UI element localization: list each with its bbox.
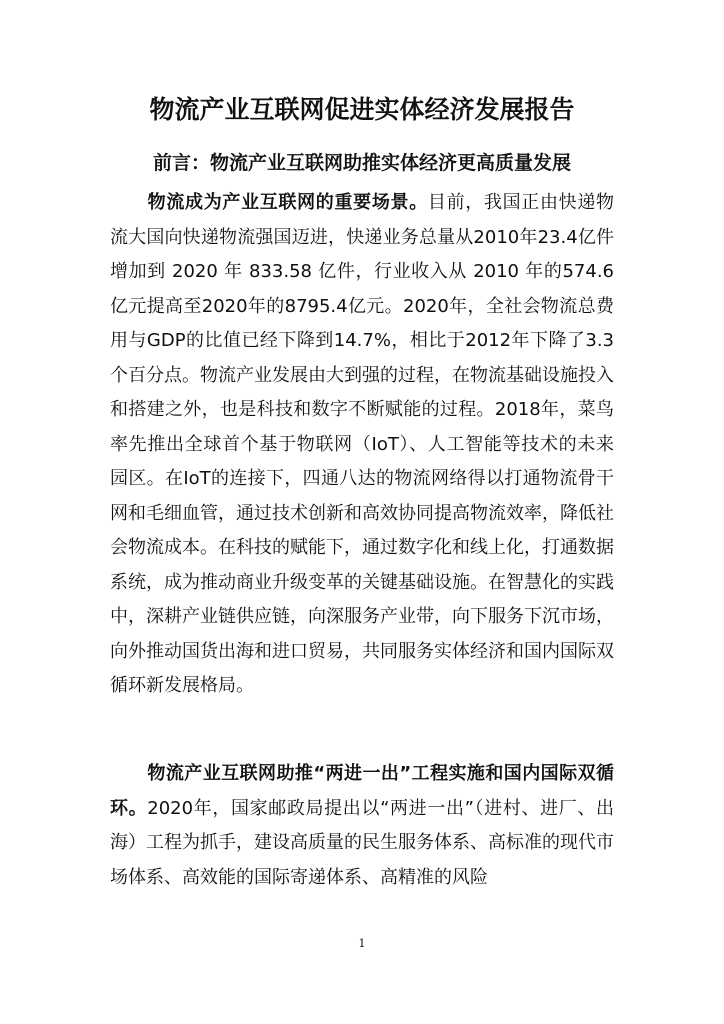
page-number: 1 [358, 937, 366, 950]
paragraph-logistics-scene [110, 186, 614, 704]
document-subtitle: 前言：物流产业互联网助推实体经济更高质量发展 [152, 152, 571, 174]
paragraph-body: 2020年，国家邮政局提出以“两进一出”（进村、进厂、出海）工程为抓手，建设高质量的民生服务体系、高标准的现代市场体系、高效能的国际寄递体系、高精准的风险 [110, 797, 614, 888]
paragraph-two-in-one-out [110, 757, 614, 895]
paragraph-body: 目前，我国正由快递物流大国向快递物流强国迈进，快递业务总量从2010年23.4亿件增加到 2020 年 833.58 亿件，行业收入从 2010 年的574.6亿元提高至2020年的8795.4亿元。2020年，全社会物流总费用与GDP的比值已经下降到14.7%，相比于2012年下降了3.3个百分点。物流产业发展由大到强的过程，在物流基础设施投入和搭建之外，也是科技和数字不断赋能的过程。2018年，菜鸟率先推出全球首个基于物联网（IoT）、人工智能等技术的未来园区。在IoT的连接下，四通八达的物流网络得以打通物流骨干网和毛细血管，通过技术创新和高效协同提高物流效率，降低社会物流成本。在科技的赋能下，通过数字化和线上化，打通数据系统，成为推动商业升级变革的关键基础设施。在智慧化的实践中，深耕产业链供应链，向深服务产业带，向下服务下沉市场，向外推动国货出海和进口贸易，共同服务实体经济和国内国际双循环新发展格局。 [110, 192, 615, 696]
paragraph-lead: 物流成为产业互联网的重要场景。 [147, 192, 428, 213]
document-title: 物流产业互联网促进实体经济发展报告 [149, 95, 575, 124]
paragraph-lead: 物流产业互联网助推“两进一出”工程实施和国内国际双循环。 [110, 763, 614, 819]
